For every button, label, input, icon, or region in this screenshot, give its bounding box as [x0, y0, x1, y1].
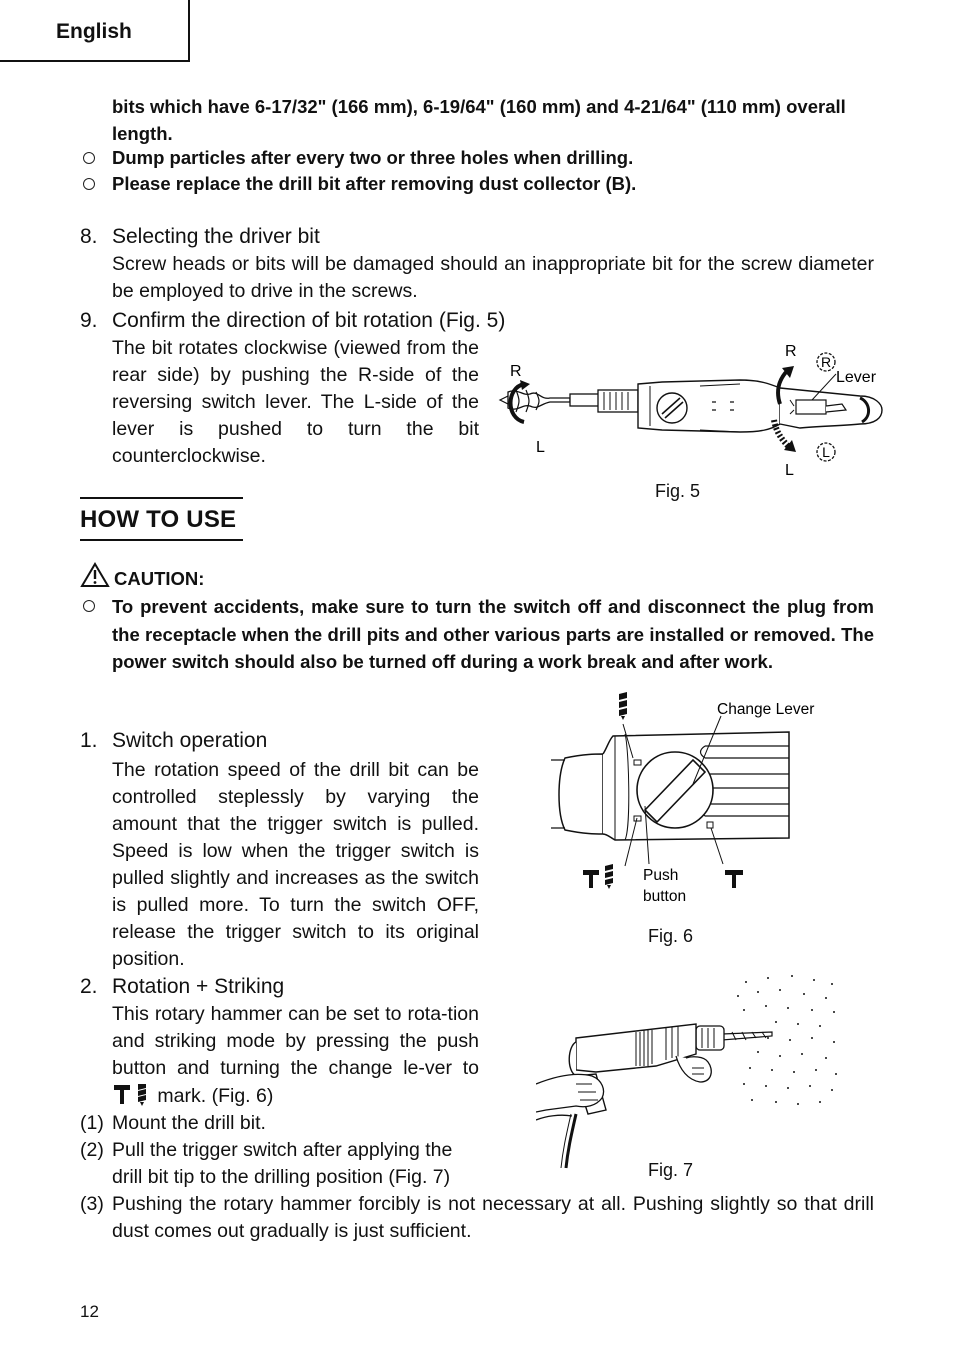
caution-label: CAUTION: [114, 568, 205, 589]
step-2-text: Pull the trigger switch after applying the drill bit tip to the drilling position (Fig. 7) [112, 1139, 453, 1188]
fig5-label-l-left: L [536, 439, 545, 456]
fig6-label-button: button [643, 888, 687, 905]
fig5-label-l-right: L [785, 462, 794, 479]
step-2-number: (2) [80, 1139, 104, 1161]
fig5-label-r-left: R [510, 363, 522, 380]
section-8-title: Selecting the driver bit [112, 225, 320, 248]
section-1-title: Switch operation [112, 729, 268, 752]
fig6-label-change-lever: Change Lever [717, 701, 815, 718]
fig7-caption: Fig. 7 [648, 1160, 694, 1180]
how-to-use-heading: HOW TO USE [80, 506, 237, 533]
section-2-body-text: This rotary hammer can be set to rota-tion and striking mode by pressing the push button and turning the change le-ver to [112, 1003, 479, 1079]
rotation-striking-mark-icon [112, 1082, 152, 1106]
section-2-body [112, 1001, 479, 1110]
section-1-number: 1. [80, 729, 98, 752]
fig5-circle-l: L [822, 444, 830, 460]
section-8-number: 8. [80, 225, 98, 248]
fig6-caption: Fig. 6 [648, 926, 694, 946]
step-3-text: Pushing the rotary hammer forcibly is not necessary at all. Pushing slightly so that drill dust comes out gradually is just sufficient. [112, 1193, 874, 1242]
section-9-title: Confirm the direction of bit rotation (Fig. 5) [112, 309, 506, 332]
how-to-use-heading-box [80, 497, 243, 541]
section-9-body: The bit rotates clockwise (viewed from the rear side) by pushing the R-side of the reversing switch lever. The L-side of the lever is pushed to turn the bit counterclockwise. [112, 337, 479, 467]
section-2-title: Rotation + Striking [112, 975, 285, 998]
language-tab [0, 0, 190, 62]
intro-bullet-2: Please replace the drill bit after removing dust collector (B). [112, 173, 637, 194]
fig7-drilling-illustration [536, 972, 842, 1172]
step-1-number: (1) [80, 1112, 104, 1134]
step-1-text: Mount the drill bit. [112, 1112, 266, 1134]
fig6-change-lever-diagram [545, 688, 845, 910]
fig6-label-push: Push [643, 867, 679, 884]
warning-triangle-icon [80, 562, 110, 588]
section-8-body: Screw heads or bits will be damaged should an inappropriate bit for the screw diameter be employed to drive in the screws. [112, 253, 874, 302]
bullet-icon [83, 152, 95, 164]
fig5-label-lever: Lever [836, 369, 877, 386]
bullet-icon [83, 600, 95, 612]
step-3-number: (3) [80, 1193, 104, 1215]
section-2-body-text-end: mark. (Fig. 6) [157, 1085, 274, 1107]
intro-bullet-1: Dump particles after every two or three holes when drilling. [112, 147, 634, 168]
bullet-icon [83, 178, 95, 190]
section-1-body: The rotation speed of the drill bit can be controlled steplessly by varying the amount that the trigger switch is pulled. Speed is low when the trigger switch is pulled slightly and increases as the switch is pulled more. To turn the switch OFF, release the trigger switch to its original position. [112, 759, 479, 970]
page-number: 12 [80, 1302, 99, 1321]
intro-continuation: bits which have 6-17/32" (166 mm), 6-19/64" (160 mm) and 4-21/64" (110 mm) overall length. [112, 96, 846, 144]
caution-text: To prevent accidents, make sure to turn the switch off and disconnect the plug from the receptacle when the drill pits and other various parts are installed or removed. The power switch should also be turned off during a work break and after work. [112, 596, 874, 672]
section-9-number: 9. [80, 309, 98, 332]
fig5-caption: Fig. 5 [655, 481, 701, 501]
fig5-label-r-right: R [785, 343, 797, 360]
section-2-number: 2. [80, 975, 98, 998]
fig5-drill-diagram [490, 340, 890, 485]
fig5-circle-r: R [820, 354, 832, 370]
language-tab-label: English [56, 20, 132, 43]
